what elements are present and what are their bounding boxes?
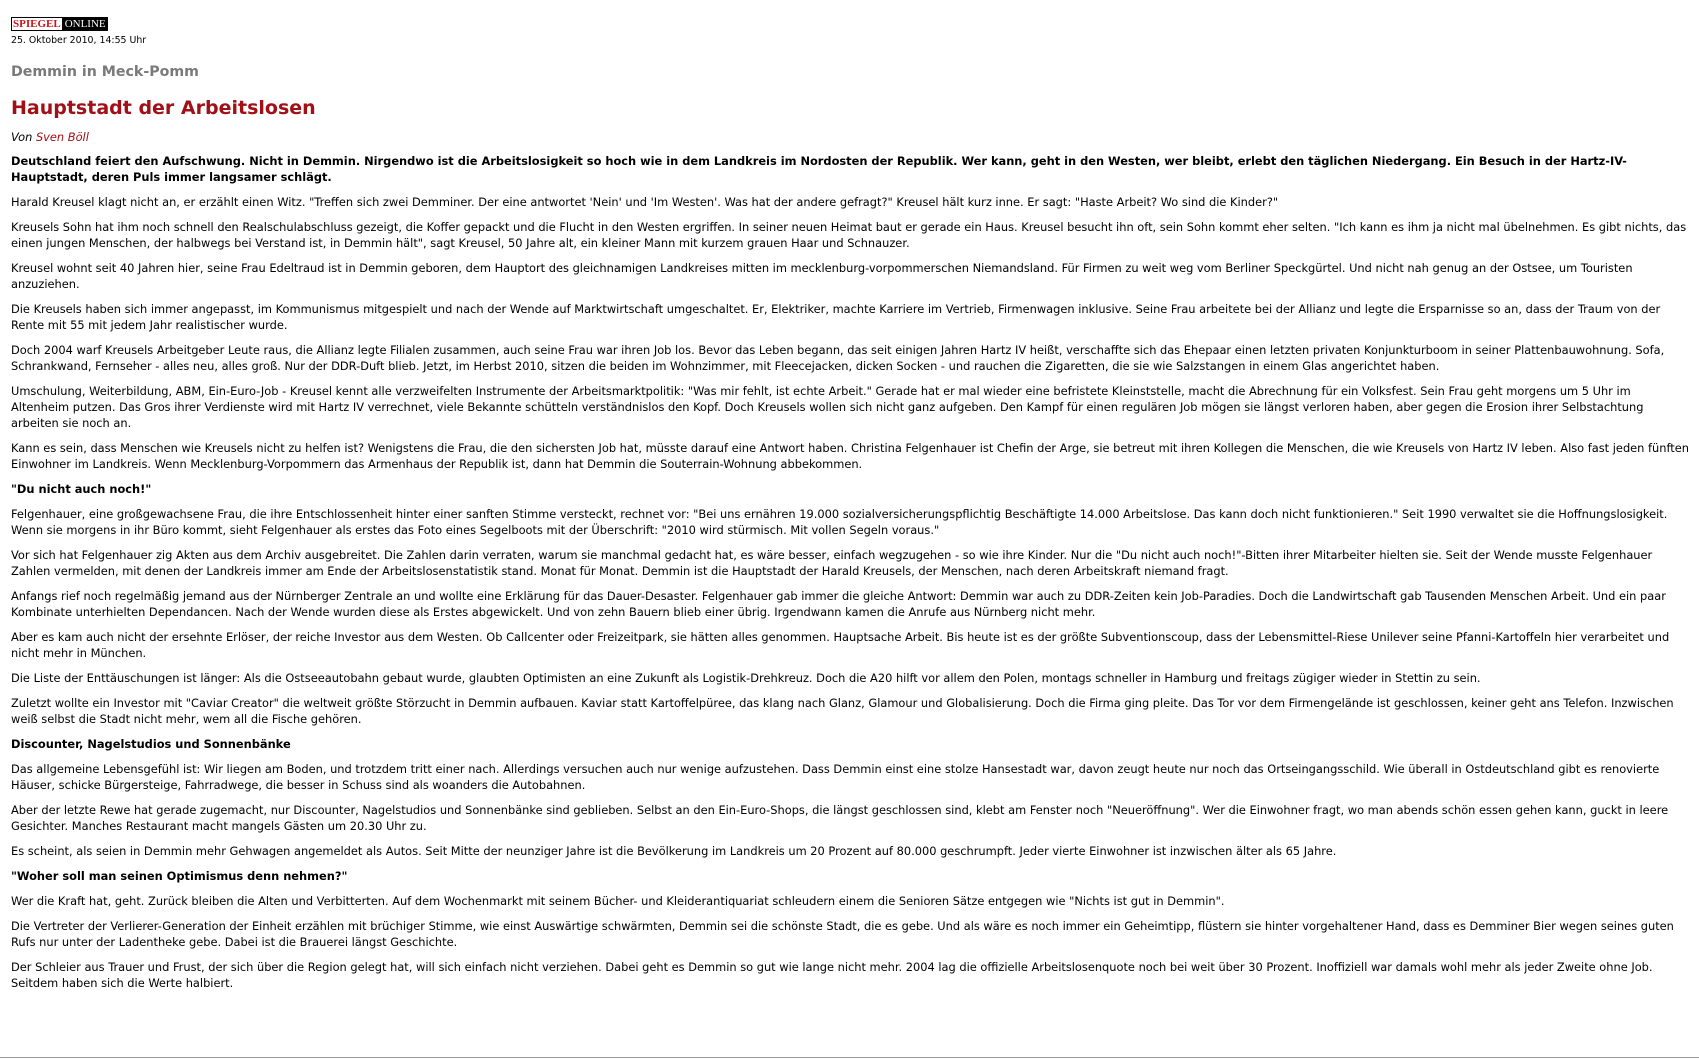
page-bottom-divider [0, 1057, 1699, 1058]
body-paragraph: Kreusel wohnt seit 40 Jahren hier, seine Frau Edeltraud ist in Demmin geboren, dem Hauptort des gleichnamigen Landkreises mitten im mecklenburg-vorpommerschen Niemandsland. Für Firmen zu weit weg vom Berliner Speckgürtel. Und nicht nah genug an der Ostsee, um Touristen anzuziehen. [11, 261, 1633, 291]
article-byline [11, 129, 1691, 145]
body-paragraph: Vor sich hat Felgenhauer zig Akten aus dem Archiv ausgebreitet. Die Zahlen darin verraten, warum sie manchmal gedacht hat, es wäre besser, einfach wegzugehen - so wie ihre Kinder. Nur die "Du nicht auch noch!"-Bitten ihrer Mitarbeiter hielten sie. Seit der Wende musste Felgenhauer Zahlen vermelden, mit denen der Landkreis immer am Ende der Arbeitslosenstatistik stand. Monat für Monat. Demmin ist die Hauptstadt der Harald Kreusels, der Menschen, nach deren Arbeitskraft niemand fragt. [11, 548, 1653, 578]
body-paragraph: Doch 2004 warf Kreusels Arbeitgeber Leute raus, die Allianz legte Filialen zusammen, auch seine Frau war ihren Job los. Bevor das Leben begann, das seit einigen Jahren Hartz IV heißt, verschaffte sich das Ehepaar einen letzten privaten Konjunkturboom in seiner Plattenbauwohnung. Sofa, Schrankwand, Fernseher - alles neu, alles groß. Nur der DDR-Duft blieb. Jetzt, im Herbst 2010, sitzen die beiden im Wohnzimmer, mit Fleecejacken, dicken Socken - und rauchen die Zigaretten, die sie wie Salzstangen in einem Glas angerichtet haben. [11, 343, 1665, 373]
logo-spiegel: SPIEGEL [13, 18, 61, 30]
body-paragraph: Umschulung, Weiterbildung, ABM, Ein-Euro-Job - Kreusel kennt alle verzweifelten Instrumente der Arbeitsmarktpolitik: "Was mir fehlt, ist echte Arbeit." Gerade hat er mal wieder eine befristete Kleinststelle, macht die Abrechnung für ein Volksfest. Sein Frau geht morgens um 5 Uhr im Altenheim putzen. Das Gros ihrer Verdienste wird mit Hartz IV verrechnet, viele Bekannte schütteln verständnislos den Kopf. Doch Kreusels wollen sich nicht ganz aufgeben. Den Kampf für einen regulären Job mögen sie längst verloren haben, aber gegen die Erosion ihrer Selbstachtung arbeiten sie noch an. [11, 384, 1644, 430]
body-paragraph: Der Schleier aus Trauer und Frust, der sich über die Region gelegt hat, will sich einfach nicht verziehen. Dabei geht es Demmin so gut wie lange nicht mehr. 2004 lag die offizielle Arbeitslosenquote noch bei weit über 30 Prozent. Inoffiziell war damals wohl mehr als jeder Zweite ohne Job. Seitdem haben sich die Werte halbiert. [11, 960, 1653, 990]
body-paragraph: Das allgemeine Lebensgefühl ist: Wir liegen am Boden, und trotzdem tritt einer nach. Allerdings versuchen auch nur wenige aufzustehen. Dass Demmin einst eine stolze Hansestadt war, davon zeugt heute nur noch das Ortseingangsschild. Wie überall in Ostdeutschland gibt es renovierte Häuser, schicke Bürgersteige, Fahrradwege, die besser in Schuss sind als woanders die Autobahnen. [11, 762, 1660, 792]
section-heading: "Woher soll man seinen Optimismus denn nehmen?" [11, 869, 348, 883]
body-paragraph: Harald Kreusel klagt nicht an, er erzählt einen Witz. "Treffen sich zwei Demminer. Der eine antwortet 'Nein' und 'Im Westen'. Was hat der andere gefragt?" Kreusel hält kurz inne. Er sagt: "Haste Arbeit? Wo sind die Kinder?" [11, 195, 1279, 209]
section-heading: "Du nicht auch noch!" [11, 482, 152, 496]
article-body [11, 153, 1691, 991]
body-paragraph: Es scheint, als seien in Demmin mehr Gehwagen angemeldet als Autos. Seit Mitte der neunziger Jahre ist die Bevölkerung im Landkreis um 20 Prozent auf 80.000 geschrumpft. Jeder vierte Einwohner ist inzwischen älter als 65 Jahre. [11, 844, 1337, 858]
body-paragraph: Anfangs rief noch regelmäßig jemand aus der Nürnberger Zentrale an und wollte eine Erklärung für das Dauer-Desaster. Felgenhauer gab immer die gleiche Antwort: Demmin war auch zu DDR-Zeiten kein Job-Paradies. Doch die Landwirtschaft gab Tausenden Menschen Arbeit. Und ein paar Kombinate unterhielten Dependancen. Nach der Wende wurden diese als Erstes abgewickelt. Und von zehn Bauern blieb einer übrig. Irgendwann kamen die Anrufe aus Nürnberg nicht mehr. [11, 589, 1666, 619]
spiegel-online-logo[interactable] [11, 17, 108, 31]
body-paragraph: Die Liste der Enttäuschungen ist länger: Als die Ostseeautobahn gebaut wurde, glaubten Optimisten an eine Zukunft als Logistik-Drehkreuz. Doch die A20 hilft vor allem den Polen, montags schneller in Hamburg und freitags zügiger wieder in Stettin zu sein. [11, 671, 1481, 685]
body-paragraph: Kann es sein, dass Menschen wie Kreusels nicht zu helfen ist? Wenigstens die Frau, die den sichersten Job hat, müsste darauf eine Antwort haben. Christina Felgenhauer ist Chefin der Arge, sie betreut mit ihren Kollegen die Menschen, die wie Kreusels von Hartz IV leben. Also fast jeden fünften Einwohner im Landkreis. Wenn Mecklenburg-Vorpommern das Armenhaus der Republik ist, dann hat Demmin die Souterrain-Wohnung abbekommen. [11, 441, 1689, 471]
body-paragraph: Die Vertreter der Verlierer-Generation der Einheit erzählen mit brüchiger Stimme, wie einst Auswärtige schwärmten, Demmin sei die schönste Stadt, die es gebe. Und als wäre es noch immer ein Geheimtipp, flüstern sie hinter vorgehaltener Hand, dass es Demminer Bier wegen seines guten Rufs nur unter der Ladentheke gebe. Dabei ist die Brauerei längst Geschichte. [11, 919, 1674, 949]
article-kicker: Demmin in Meck-Pomm [11, 64, 199, 80]
body-paragraph: Die Kreusels haben sich immer angepasst, im Kommunismus mitgespielt und nach der Wende auf Marktwirtschaft umgeschaltet. Er, Elektriker, machte Karriere im Vertrieb, Firmenwagen inklusive. Seine Frau arbeitete bei der Allianz und legte die Ersparnisse so an, dass der Traum von der Rente mit 55 mit jedem Jahr realistischer wurde. [11, 302, 1661, 332]
body-paragraph: Wer die Kraft hat, geht. Zurück bleiben die Alten und Verbitterten. Auf dem Wochenmarkt mit seinem Bücher- und Kleiderantiquariat schleudern einem die Senioren Sätze entgegen wie "Nichts ist gut in Demmin". [11, 894, 1225, 908]
body-paragraph: Aber der letzte Rewe hat gerade zugemacht, nur Discounter, Nagelstudios und Sonnenbänke sind geblieben. Selbst an den Ein-Euro-Shops, die längst geschlossen sind, klebt am Fenster noch "Neueröffnung". Wer die Einwohner fragt, wo man abends schön essen gehen kann, guckt in leere Gesichter. Manches Restaurant macht mangels Gästen um 20.30 Uhr zu. [11, 803, 1669, 833]
body-paragraph: Kreusels Sohn hat ihm noch schnell den Realschulabschluss gezeigt, die Koffer gepackt und die Flucht in den Westen ergriffen. In seiner neuen Heimat baut er gerade ein Haus. Kreusel besucht ihn oft, sein Sohn kommt eher selten. "Ich kann es ihm ja nicht mal übelnehmen. Es gibt nichts, das einen jungen Menschen, der halbwegs bei Verstand ist, in Demmin hält", sagt Kreusel, 50 Jahre alt, ein kleiner Mann mit kurzem grauen Haar und Schnauzer. [11, 220, 1687, 250]
body-paragraph: Felgenhauer, eine großgewachsene Frau, die ihre Entschlossenheit hinter einer sanften Stimme versteckt, rechnet vor: "Bei uns ernähren 19.000 sozialversicherungspflichtig Beschäftigte 14.000 Arbeitslose. Das kann doch nicht funktionieren." Seit 1990 verwaltet sie die Hoffnungslosigkeit. Wenn sie morgens in ihr Büro kommt, sieht Felgenhauer als erstes das Foto eines Segelboots mit der Überschrift: "2010 wird stürmisch. Mit vollen Segeln voraus." [11, 507, 1668, 537]
body-paragraph: Zuletzt wollte ein Investor mit "Caviar Creator" die weltweit größte Störzucht in Demmin aufbauen. Kaviar statt Kartoffelpüree, das klang nach Glanz, Glamour und Globalisierung. Doch die Firma ging pleite. Das Tor vor dem Firmengelände ist geschlossen, keiner geht ans Telefon. Inzwischen weiß selbst die Stadt nicht mehr, wem all die Fische gehören. [11, 696, 1674, 726]
body-paragraph: Aber es kam auch nicht der ersehnte Erlöser, der reiche Investor aus dem Westen. Ob Callcenter oder Freizeitpark, sie hätten alles genommen. Hauptsache Arbeit. Bis heute ist es der größte Subventionscoup, dass der Lebensmittel-Riese Unilever seine Pfanni-Kartoffeln hier verarbeitet und nicht mehr in München. [11, 630, 1670, 660]
article-headline: Hauptstadt der Arbeitslosen [11, 97, 316, 119]
section-heading: Discounter, Nagelstudios und Sonnenbänke [11, 737, 291, 751]
article-date: 25. Oktober 2010, 14:55 Uhr [11, 35, 147, 46]
logo-online: ONLINE [64, 18, 106, 30]
byline-prefix: Von [11, 130, 33, 144]
article-teaser: Deutschland feiert den Aufschwung. Nicht in Demmin. Nirgendwo ist die Arbeitslosigkeit so hoch wie in dem Landkreis im Nordosten der Republik. Wer kann, geht in den Westen, wer bleibt, erlebt den täglichen Niedergang. Ein Besuch in der Hartz-IV-Hauptstadt, deren Puls immer langsamer schlägt. [11, 154, 1627, 184]
author-link[interactable]: Sven Böll [35, 130, 89, 144]
